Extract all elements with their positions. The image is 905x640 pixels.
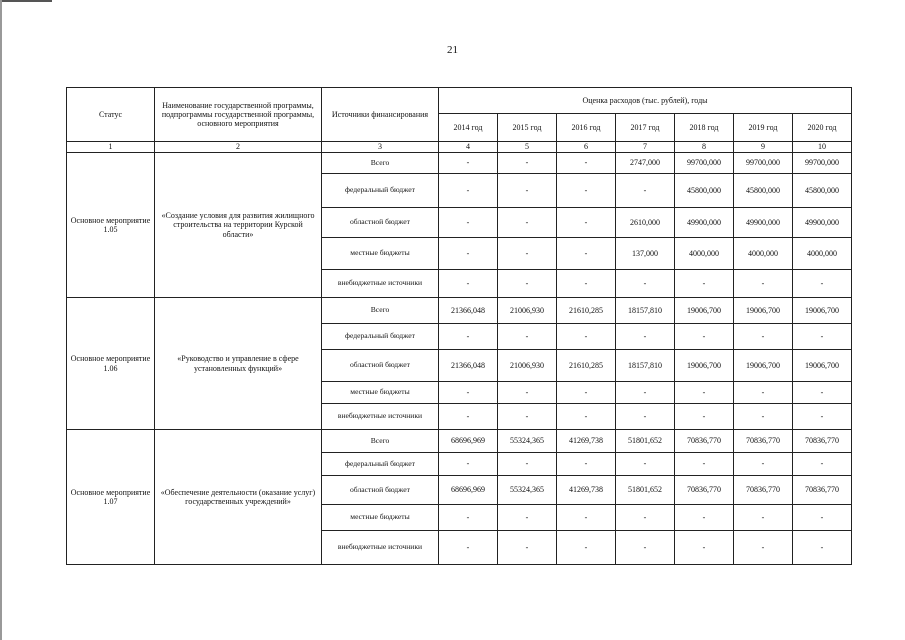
funding-source-cell: областной бюджет: [322, 476, 439, 505]
value-cell: -: [675, 505, 734, 531]
column-number: 10: [793, 142, 852, 153]
value-cell: -: [439, 404, 498, 430]
value-cell: -: [439, 453, 498, 476]
value-cell: 51801,652: [616, 430, 675, 453]
value-cell: -: [439, 505, 498, 531]
value-cell: -: [734, 404, 793, 430]
funding-source-cell: Всего: [322, 430, 439, 453]
value-cell: 4000,000: [734, 238, 793, 270]
value-cell: -: [439, 270, 498, 298]
funding-source-cell: областной бюджет: [322, 350, 439, 382]
header-source: Источники финансирования: [322, 88, 439, 142]
header-row: [67, 88, 852, 114]
value-cell: -: [439, 238, 498, 270]
header-status: Статус: [67, 88, 155, 142]
value-cell: 45800,000: [793, 174, 852, 208]
page-number: 21: [447, 44, 458, 56]
value-cell: -: [439, 324, 498, 350]
value-cell: -: [557, 531, 616, 565]
value-cell: 2610,000: [616, 208, 675, 238]
value-cell: -: [439, 153, 498, 174]
value-cell: -: [616, 531, 675, 565]
value-cell: -: [793, 404, 852, 430]
value-cell: 19006,700: [675, 298, 734, 324]
value-cell: -: [557, 324, 616, 350]
expenditure-table: [66, 87, 852, 565]
value-cell: -: [557, 153, 616, 174]
value-cell: 19006,700: [675, 350, 734, 382]
funding-source-cell: федеральный бюджет: [322, 453, 439, 476]
value-cell: -: [734, 531, 793, 565]
value-cell: -: [616, 174, 675, 208]
value-cell: 2747,000: [616, 153, 675, 174]
value-cell: -: [498, 174, 557, 208]
header-year: 2014 год: [439, 114, 498, 142]
value-cell: 99700,000: [793, 153, 852, 174]
value-cell: -: [498, 238, 557, 270]
status-cell: Основное мероприятие 1.07: [67, 430, 155, 565]
value-cell: 4000,000: [675, 238, 734, 270]
column-number: 7: [616, 142, 675, 153]
value-cell: -: [616, 324, 675, 350]
value-cell: -: [793, 324, 852, 350]
column-number: 2: [155, 142, 322, 153]
column-number: 1: [67, 142, 155, 153]
status-cell: Основное мероприятие 1.05: [67, 153, 155, 298]
funding-source-cell: внебюджетные источники: [322, 270, 439, 298]
value-cell: 19006,700: [793, 298, 852, 324]
value-cell: -: [793, 531, 852, 565]
header-year: 2017 год: [616, 114, 675, 142]
value-cell: -: [734, 270, 793, 298]
header-year: 2015 год: [498, 114, 557, 142]
value-cell: 70836,770: [793, 476, 852, 505]
value-cell: 51801,652: [616, 476, 675, 505]
header-estimate: Оценка расходов (тыс. рублей), годы: [439, 88, 852, 114]
value-cell: -: [793, 505, 852, 531]
table-row: [67, 298, 852, 324]
column-number: 6: [557, 142, 616, 153]
value-cell: 21006,930: [498, 298, 557, 324]
value-cell: -: [498, 382, 557, 404]
value-cell: -: [793, 382, 852, 404]
value-cell: 19006,700: [734, 350, 793, 382]
value-cell: 137,000: [616, 238, 675, 270]
value-cell: 45800,000: [675, 174, 734, 208]
value-cell: -: [675, 453, 734, 476]
column-number: 4: [439, 142, 498, 153]
value-cell: -: [557, 238, 616, 270]
value-cell: 70836,770: [734, 476, 793, 505]
value-cell: -: [734, 324, 793, 350]
value-cell: 21366,048: [439, 350, 498, 382]
value-cell: -: [793, 453, 852, 476]
value-cell: -: [675, 324, 734, 350]
value-cell: -: [557, 382, 616, 404]
value-cell: -: [793, 270, 852, 298]
funding-source-cell: внебюджетные источники: [322, 531, 439, 565]
value-cell: 70836,770: [675, 476, 734, 505]
value-cell: -: [498, 531, 557, 565]
value-cell: 55324,365: [498, 430, 557, 453]
value-cell: -: [616, 505, 675, 531]
value-cell: 18157,810: [616, 298, 675, 324]
value-cell: -: [675, 270, 734, 298]
value-cell: -: [616, 453, 675, 476]
funding-source-cell: Всего: [322, 298, 439, 324]
value-cell: 55324,365: [498, 476, 557, 505]
funding-source-cell: местные бюджеты: [322, 238, 439, 270]
scan-edge-mark-left: [0, 0, 2, 640]
value-cell: -: [734, 382, 793, 404]
value-cell: 70836,770: [793, 430, 852, 453]
value-cell: 19006,700: [793, 350, 852, 382]
funding-source-cell: областной бюджет: [322, 208, 439, 238]
value-cell: 41269,738: [557, 430, 616, 453]
measure-name-cell: «Обеспечение деятельности (оказание услуг) государственных учреждений»: [155, 430, 322, 565]
value-cell: -: [616, 382, 675, 404]
value-cell: -: [557, 270, 616, 298]
value-cell: 49900,000: [675, 208, 734, 238]
value-cell: -: [498, 153, 557, 174]
value-cell: -: [498, 453, 557, 476]
value-cell: 70836,770: [675, 430, 734, 453]
value-cell: -: [557, 505, 616, 531]
value-cell: 45800,000: [734, 174, 793, 208]
funding-source-cell: федеральный бюджет: [322, 174, 439, 208]
value-cell: -: [557, 453, 616, 476]
funding-source-cell: местные бюджеты: [322, 505, 439, 531]
value-cell: -: [439, 382, 498, 404]
value-cell: -: [675, 382, 734, 404]
funding-source-cell: внебюджетные источники: [322, 404, 439, 430]
value-cell: 21610,285: [557, 298, 616, 324]
header-year: 2018 год: [675, 114, 734, 142]
value-cell: -: [616, 270, 675, 298]
value-cell: 41269,738: [557, 476, 616, 505]
value-cell: -: [439, 174, 498, 208]
value-cell: -: [439, 208, 498, 238]
value-cell: 99700,000: [734, 153, 793, 174]
column-number: 8: [675, 142, 734, 153]
value-cell: -: [675, 404, 734, 430]
value-cell: 21610,285: [557, 350, 616, 382]
measure-name-cell: «Руководство и управление в сфере установленных функций»: [155, 298, 322, 430]
value-cell: -: [734, 453, 793, 476]
value-cell: 68696,969: [439, 476, 498, 505]
value-cell: -: [498, 404, 557, 430]
header-year: 2019 год: [734, 114, 793, 142]
value-cell: -: [498, 505, 557, 531]
header-year: 2020 год: [793, 114, 852, 142]
value-cell: 70836,770: [734, 430, 793, 453]
value-cell: 21006,930: [498, 350, 557, 382]
value-cell: -: [734, 505, 793, 531]
column-number: 3: [322, 142, 439, 153]
value-cell: 21366,048: [439, 298, 498, 324]
value-cell: -: [439, 531, 498, 565]
scan-edge-mark-top: [0, 0, 52, 2]
column-number: 5: [498, 142, 557, 153]
value-cell: -: [557, 208, 616, 238]
funding-source-cell: федеральный бюджет: [322, 324, 439, 350]
value-cell: -: [498, 208, 557, 238]
value-cell: 68696,969: [439, 430, 498, 453]
value-cell: -: [557, 174, 616, 208]
value-cell: 19006,700: [734, 298, 793, 324]
funding-source-cell: Всего: [322, 153, 439, 174]
value-cell: 18157,810: [616, 350, 675, 382]
table-body: [67, 88, 852, 565]
table-row: [67, 153, 852, 174]
value-cell: 4000,000: [793, 238, 852, 270]
column-number: 9: [734, 142, 793, 153]
status-cell: Основное мероприятие 1.06: [67, 298, 155, 430]
header-year: 2016 год: [557, 114, 616, 142]
value-cell: -: [557, 404, 616, 430]
table-row: [67, 430, 852, 453]
header-name: Наименование государственной программы, подпрограммы государственной программы, основного мероприятия: [155, 88, 322, 142]
value-cell: -: [675, 531, 734, 565]
value-cell: 99700,000: [675, 153, 734, 174]
funding-source-cell: местные бюджеты: [322, 382, 439, 404]
measure-name-cell: «Создание условия для развития жилищного строительства на территории Курской области»: [155, 153, 322, 298]
value-cell: -: [616, 404, 675, 430]
value-cell: -: [498, 324, 557, 350]
value-cell: -: [498, 270, 557, 298]
value-cell: 49900,000: [734, 208, 793, 238]
column-number-row: [67, 142, 852, 153]
value-cell: 49900,000: [793, 208, 852, 238]
